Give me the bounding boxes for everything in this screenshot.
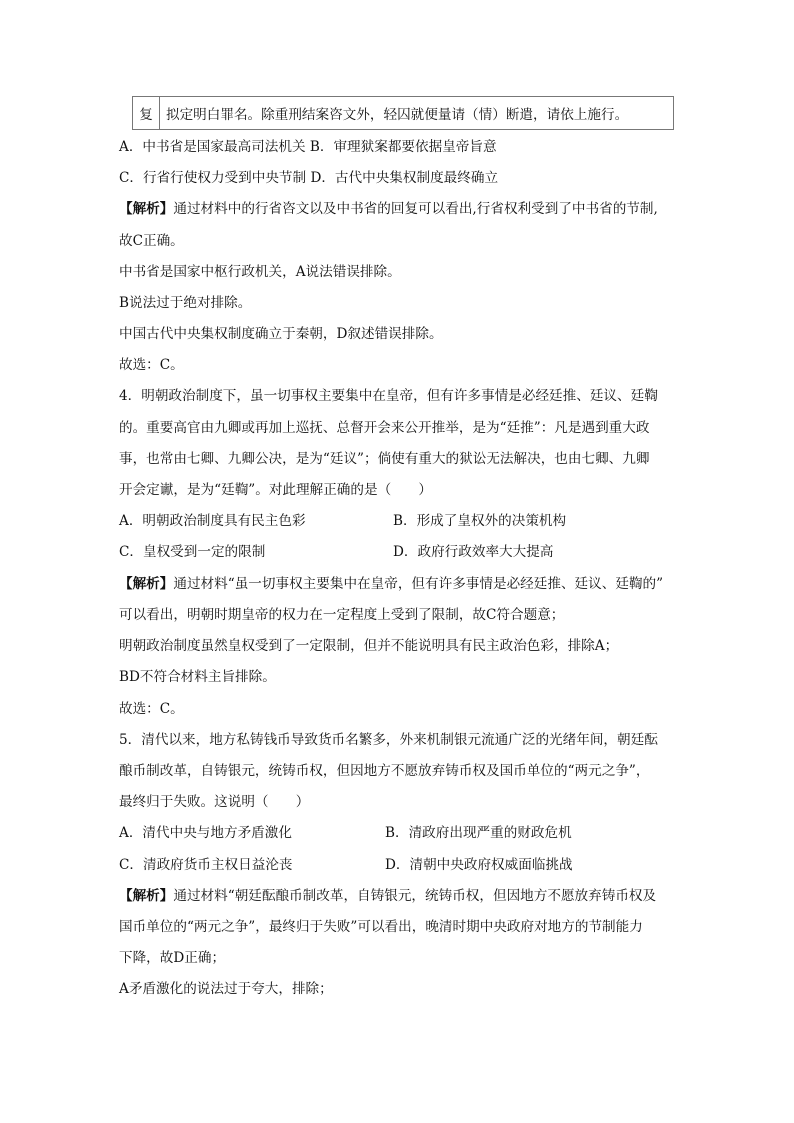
q4-analysis-line2: 可以看出，明朝时期皇帝的权力在一定程度上受到了限制，故C符合题意； (119, 607, 565, 623)
q3-answer: 故选：C。 (119, 357, 184, 373)
q5-analysis-line3: 下降，故D正确； (119, 950, 226, 966)
q4-option-b: B．形成了皇权外的决策机构 (393, 513, 567, 529)
q4-analysis-line1 (119, 575, 663, 593)
q4-stem-line1: 4．明朝政治制度下，虽一切事权主要集中在皇帝，但有许多事情是必经廷推、廷议、廷鞫 (119, 388, 658, 404)
q5-option-b: B．清政府出现严重的财政危机 (385, 825, 572, 841)
table-label-cell: 复 (133, 97, 160, 129)
q4-option-a: A．明朝政治制度具有民主色彩 (119, 513, 306, 529)
q5-stem-line1: 5．清代以来，地方私铸钱币导致货币名繁多，外来机制银元流通广泛的光绪年间，朝廷酝 (119, 732, 658, 748)
q3-options-ab: A．中书省是国家最高司法机关 B．审理狱案都要依据皇帝旨意 (119, 139, 497, 155)
q5-option-c: C．清政府货币主权日益沦丧 (119, 857, 293, 873)
q5-analysis-p2: A矛盾激化的说法过于夸大，排除； (119, 981, 333, 997)
q3-analysis-line2: 故C正确。 (119, 233, 184, 249)
analysis-text: 通过材料中的行省咨文以及中书省的回复可以看出,行省权利受到了中书省的节制, (173, 201, 658, 217)
analysis-text: 通过材料“朝廷酝酿币制改革，自铸银元，统铸币权，但因地方不愿放弃铸币权及 (173, 888, 657, 904)
analysis-tag: 【解析】 (119, 201, 174, 217)
analysis-text: 通过材料“虽一切事权主要集中在皇帝，但有许多事情是必经廷推、廷议、廷鞫的” (173, 576, 664, 592)
q5-analysis-line2: 国币单位的“两元之争”，最终归于失败”可以看出，晚清时期中央政府对地方的节制能力 (119, 919, 643, 935)
q5-option-d: D．清朝中央政府权威面临挑战 (385, 857, 573, 873)
q4-stem-line4: 开会定谳，是为“廷鞫”。对此理解正确的是（ ） (119, 482, 432, 498)
q3-analysis-p2: 中书省是国家中枢行政机关，A说法错误排除。 (119, 264, 401, 280)
q5-option-a: A．清代中央与地方矛盾激化 (119, 825, 292, 841)
q4-answer: 故选：C。 (119, 701, 184, 717)
q4-stem-line3: 事，也常由七卿、九卿公决，是为“廷议”；倘使有重大的狱讼无法解决，也由七卿、九卿 (119, 451, 650, 467)
q4-option-c: C．皇权受到一定的限制 (119, 544, 266, 560)
q3-options-cd: C．行省行使权力受到中央节制 D．古代中央集权制度最终确立 (119, 170, 499, 186)
material-table (132, 96, 674, 130)
q3-analysis-p4: 中国古代中央集权制度确立于秦朝，D叙述错误排除。 (119, 326, 443, 342)
q4-analysis-p2: 明朝政治制度虽然皇权受到了一定限制，但并不能说明具有民主政治色彩，排除A； (119, 638, 619, 654)
q3-analysis-line1 (119, 200, 658, 218)
q3-analysis-p3: B说法过于绝对排除。 (119, 295, 252, 311)
q4-stem-line2: 的。重要高官由九卿或再加上巡抚、总督开会来公开推举，是为“廷推”：凡是遇到重大政 (119, 420, 650, 436)
analysis-tag: 【解析】 (119, 888, 174, 904)
q4-analysis-p3: BD不符合材料主旨排除。 (119, 669, 276, 685)
q5-analysis-line1 (119, 887, 656, 905)
table-text-cell: 拟定明白罪名。除重刑结案咨文外，轻囚就便量请（情）断遣，请依上施行。 (166, 107, 629, 123)
q4-option-d: D．政府行政效率大大提高 (393, 544, 554, 560)
q5-stem-line2: 酿币制改革，自铸银元，统铸币权，但因地方不愿放弃铸币权及国币单位的“两元之争”， (119, 763, 650, 779)
q5-stem-line3: 最终归于失败。这说明（ ） (119, 794, 310, 810)
analysis-tag: 【解析】 (119, 576, 174, 592)
